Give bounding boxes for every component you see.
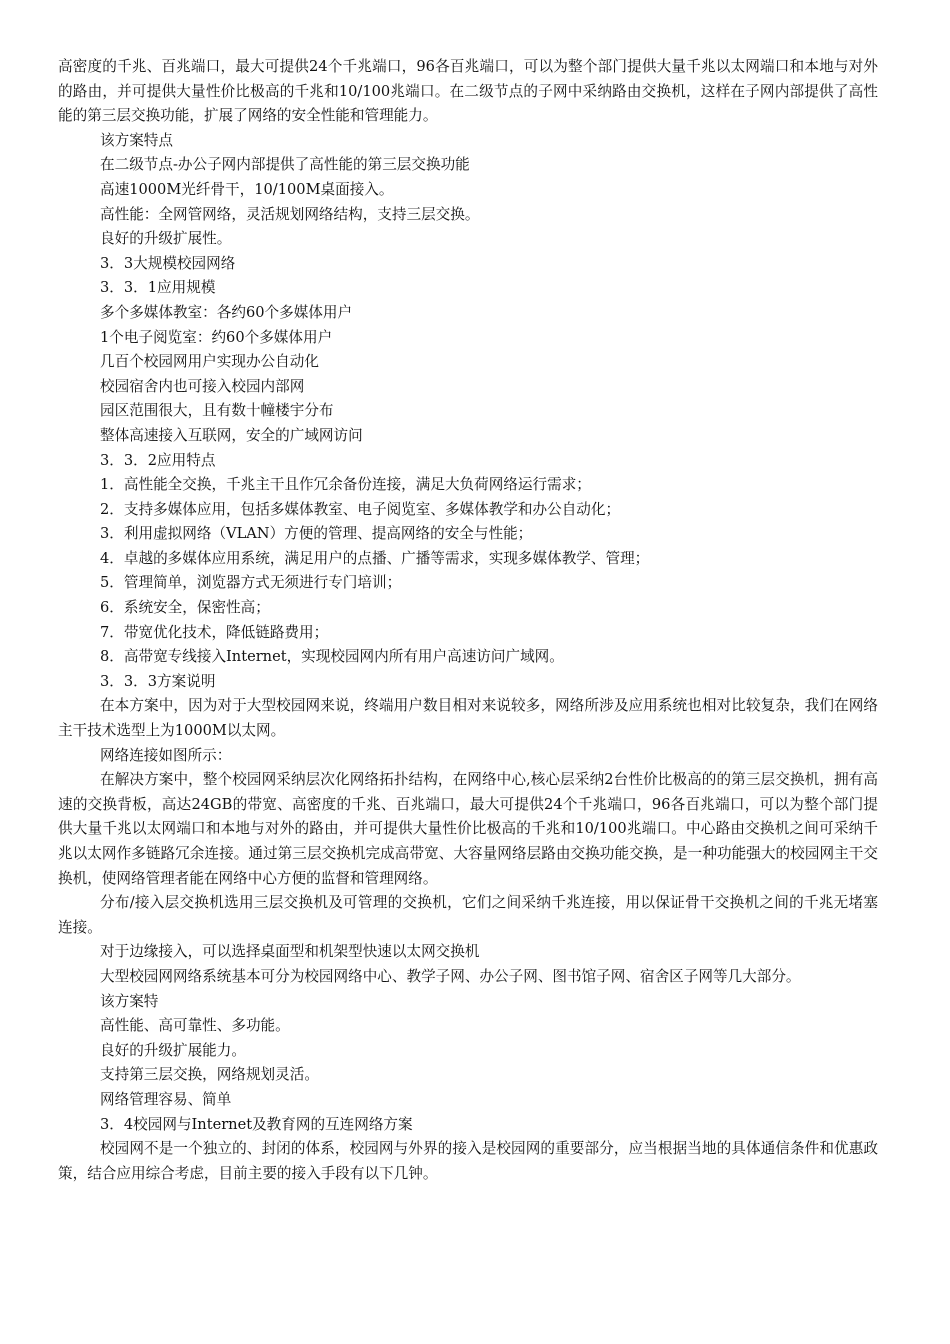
list-item-3: 3．利用虚拟网络（VLAN）方便的管理、提高网络的安全与性能； (100, 525, 533, 543)
paragraph-1: 该方案特点 (100, 131, 173, 149)
list-item-7: 7．带宽优化技术，降低链路费用； (100, 623, 329, 641)
list-item-1: 1．高性能全交换，千兆主干且作冗余备份连接，满足大负荷网络运行需求； (100, 476, 591, 494)
list-item-5: 5．管理简单，浏览器方式无须进行专门培训； (100, 574, 402, 592)
paragraph-36: 校园网不是一个独立的、封闭的体系，校园网与外界的接入是校园网的重要部分，应当根据当地的具体通信条件和优惠政策，结合应用综合考虑，目前主要的接入手段有以下几钟。 (58, 1140, 878, 1182)
paragraph-34: 网络管理容易、简单 (100, 1090, 232, 1108)
list-item-6: 6．系统安全，保密性高； (100, 599, 270, 617)
section-heading-3-3-1: 3．3．1应用规模 (100, 279, 216, 297)
paragraph-10: 几百个校园网用户实现办公自动化 (100, 353, 319, 371)
paragraph-32: 良好的升级扩展能力。 (100, 1041, 246, 1059)
paragraph-5: 良好的升级扩展性。 (100, 230, 232, 248)
paragraph-8: 多个多媒体教室：各约60个多媒体用户 (100, 303, 353, 321)
list-item-8: 8．高带宽专线接入Internet，实现校园网内所有用户高速访问广域网。 (100, 648, 564, 666)
paragraph-11: 校园宿舍内也可接入校园内部网 (100, 377, 305, 395)
section-heading-3-4: 3．4校园网与Internet及教育网的互连网络方案 (100, 1115, 413, 1133)
paragraph-4: 高性能：全网管网络，灵活规划网络结构，支持三层交换。 (100, 205, 480, 223)
paragraph-9: 1个电子阅览室：约60个多媒体用户 (100, 328, 333, 346)
paragraph-33: 支持第三层交换，网络规划灵活。 (100, 1066, 319, 1084)
paragraph-24: 在本方案中，因为对于大型校园网来说，终端用户数目相对来说较多，网络所涉及应用系统也相对比较复杂，我们在网络主干技术选型上为1000M以太网。 (58, 697, 878, 740)
paragraph-3: 高速1000M光纤骨干，10/100M桌面接入。 (100, 180, 394, 198)
paragraph-13: 整体高速接入互联网，安全的广域网访问 (100, 426, 363, 444)
paragraph-0: 高密度的千兆、百兆端口，最大可提供24个千兆端口，96各百兆端口，可以为整个部门提供大量千兆以太网端口和本地与对外的路由，并可提供大量性价比极高的千兆和10/100兆端口。在二级节点的子网中采纳路由交换机，这样在子网内部提供了高性能的第三层交换功能，扩展了网络的安全性能和管理能力。 (58, 58, 878, 125)
paragraph-26: 在解决方案中，整个校园网采纳层次化网络拓扑结构，在网络中心,核心层采纳2台性价比极高的的第三层交换机，拥有高速的交换背板，高达24GB的带宽、高密度的千兆、百兆端口，最大可提供24个千兆端口，96各百兆端口，可以为整个部门提供大量千兆以太网端口和本地与对外的路由，并可提供大量性价比极高的千兆和10/100兆端口。中心路由交换机之间可采纳千兆以太网作多链路冗余连接。通过第三层交换机完成高带宽、大容量网络层路由交换功能交换，是一种功能强大的校园网主干交换机，使网络管理者能在网络中心方便的监督和管理网络。 (58, 771, 878, 887)
section-heading-3-3: 3．3大规模校园网络 (100, 254, 236, 272)
paragraph-29: 大型校园网网络系统基本可分为校园网络中心、教学子网、办公子网、图书馆子网、宿舍区子网等几大部分。 (100, 967, 801, 985)
paragraph-27: 分布/接入层交换机选用三层交换机及可管理的交换机，它们之间采纳千兆连接，用以保证骨干交换机之间的千兆无堵塞连接。 (58, 894, 878, 936)
paragraph-30: 该方案特 (100, 992, 159, 1010)
list-item-4: 4．卓越的多媒体应用系统，满足用户的点播、广播等需求，实现多媒体教学、管理； (100, 549, 650, 567)
paragraph-12: 园区范围很大，且有数十幢楼宇分布 (100, 402, 334, 420)
list-item-2: 2．支持多媒体应用，包括多媒体教室、电子阅览室、多媒体教学和办公自动化； (100, 500, 621, 518)
paragraph-25: 网络连接如图所示： (100, 746, 232, 764)
paragraph-31: 高性能、高可靠性、多功能。 (100, 1017, 290, 1035)
paragraph-28: 对于边缘接入，可以选择桌面型和机架型快速以太网交换机 (100, 943, 480, 961)
section-heading-3-3-3: 3．3．3方案说明 (100, 672, 216, 690)
paragraph-2: 在二级节点-办公子网内部提供了高性能的第三层交换功能 (100, 156, 470, 174)
section-heading-3-3-2: 3．3．2应用特点 (100, 451, 216, 469)
document-page (58, 55, 878, 1186)
